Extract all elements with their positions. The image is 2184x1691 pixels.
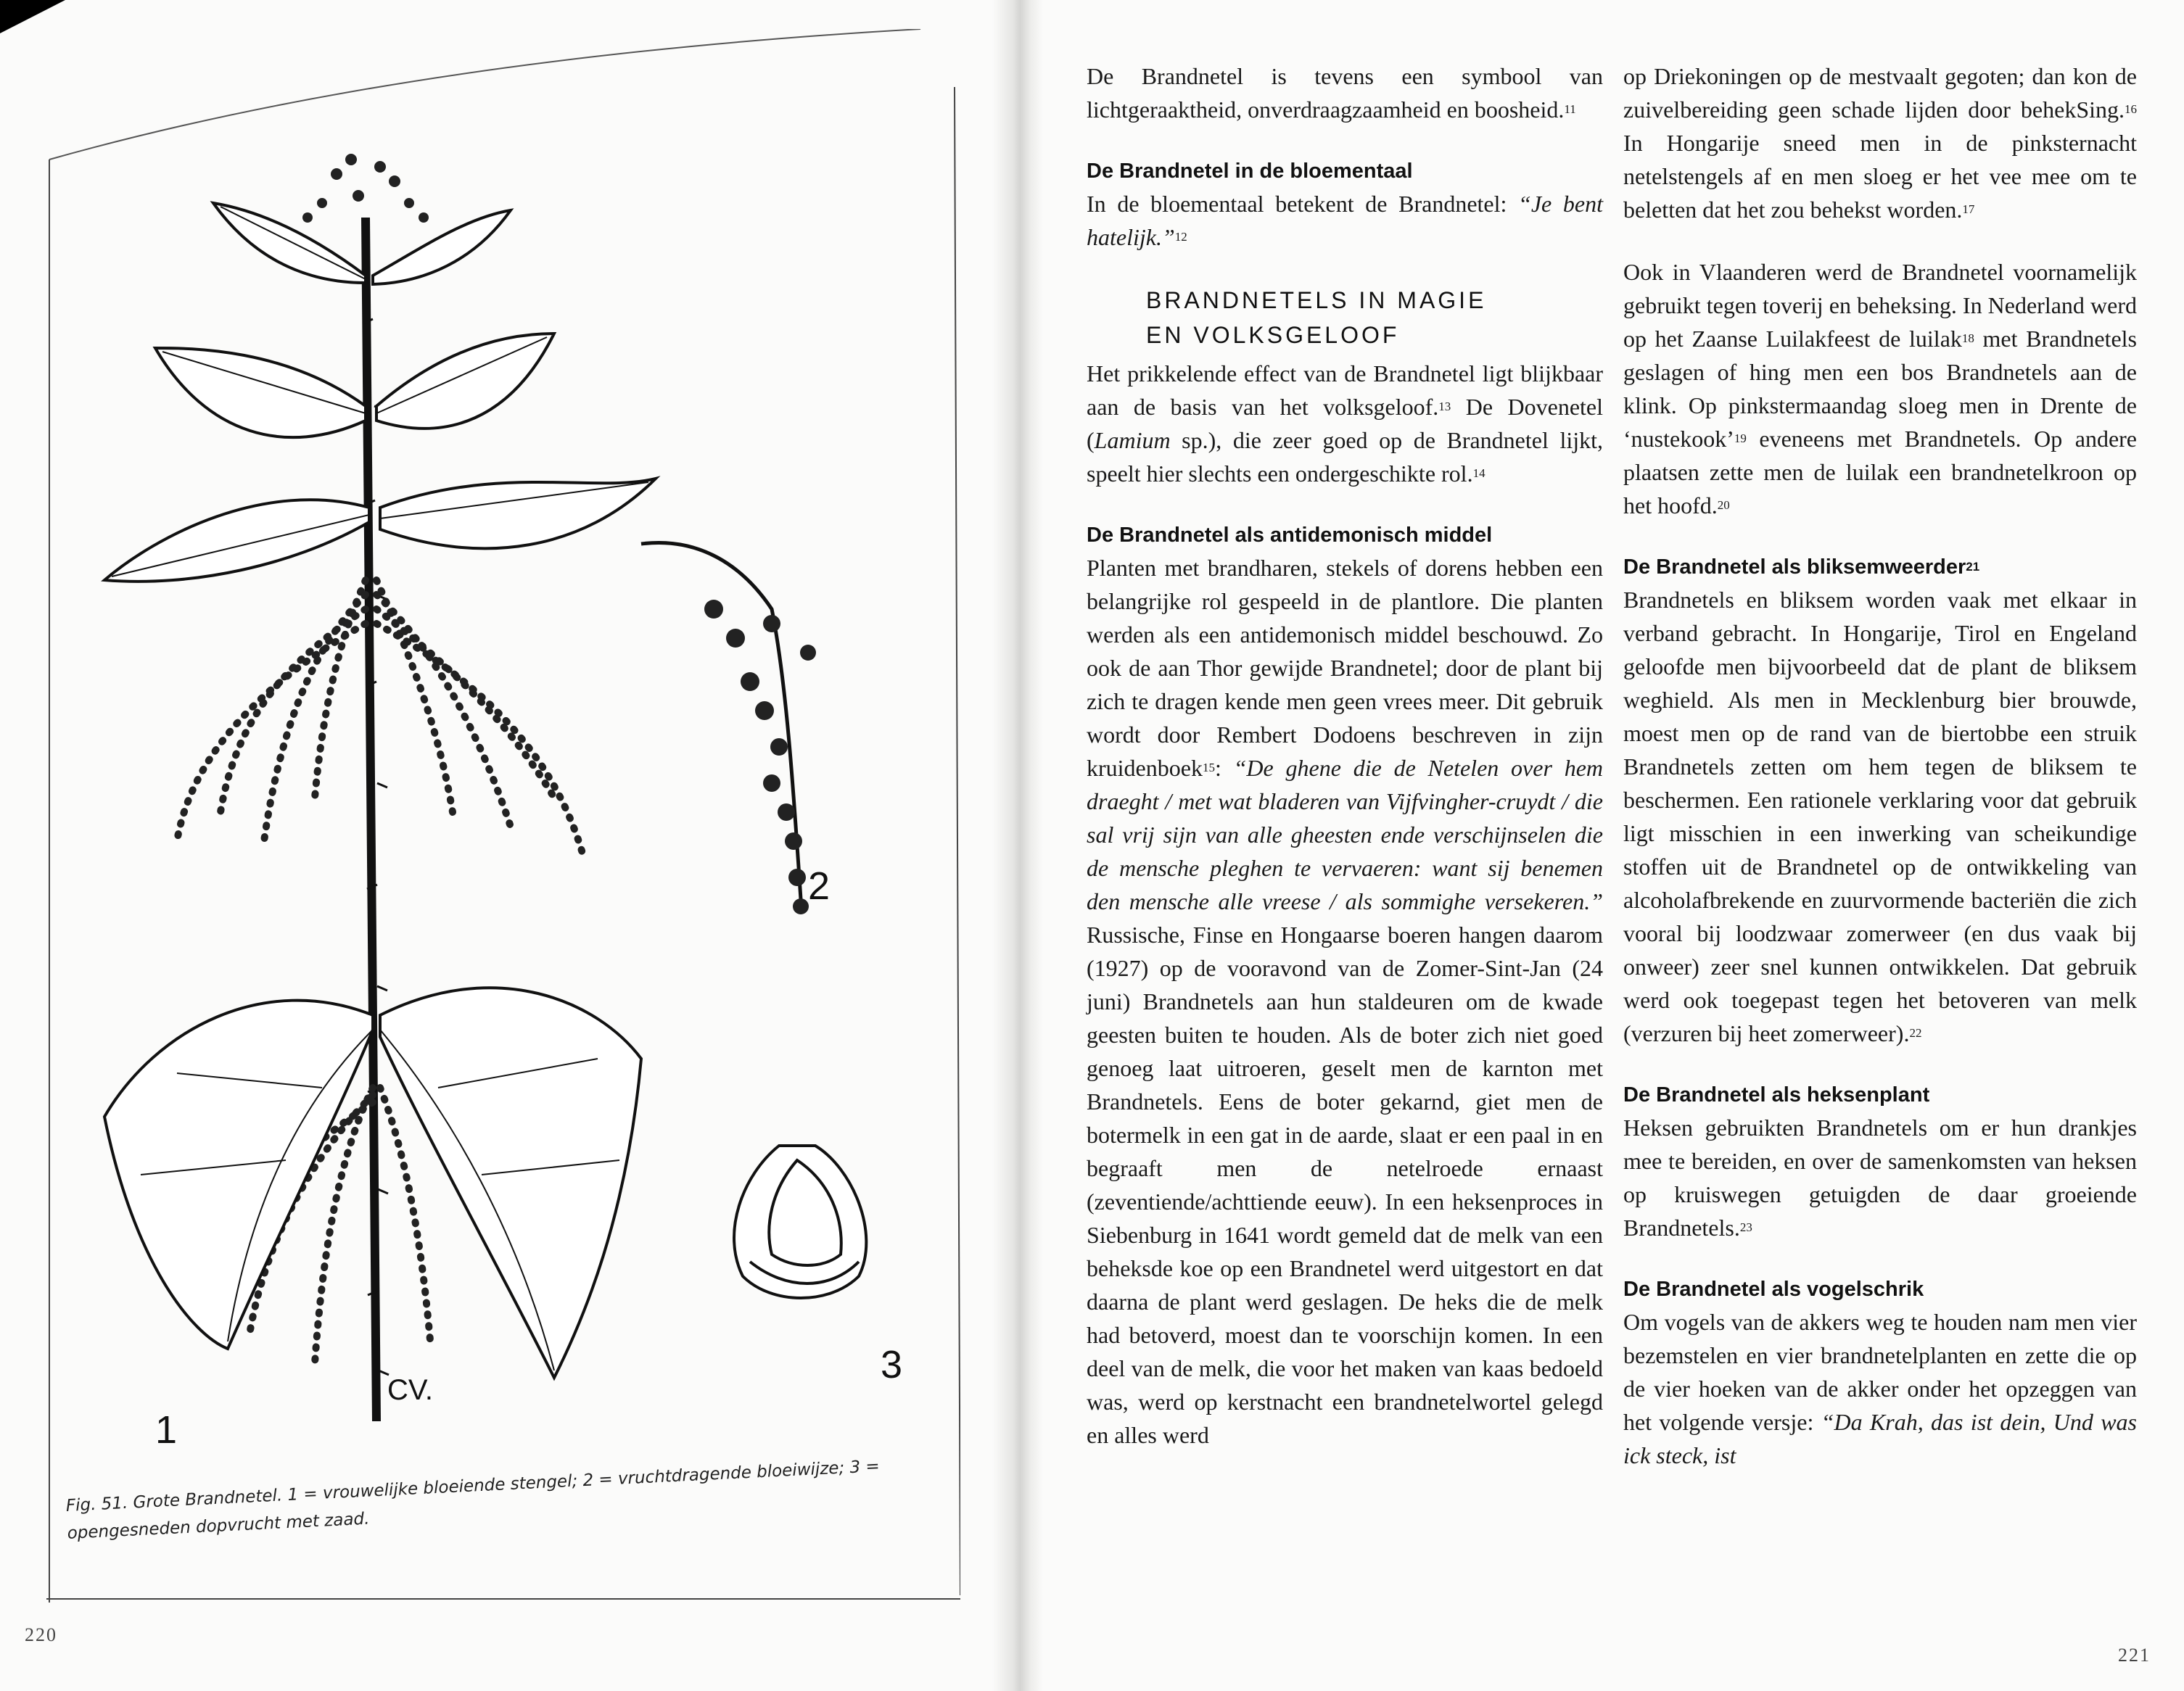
- footnote-ref: 11: [1564, 102, 1576, 116]
- text-run: In Hongarije sneed men in de pinksternacht netelstengels af en men sloeg er het vee mee om te beletten dat het zou behekst worden.: [1623, 130, 2137, 223]
- label-2: 2: [808, 864, 831, 908]
- text-column-right: [1623, 59, 2137, 1472]
- footnote-ref: 19: [1734, 431, 1747, 445]
- frame-top: [49, 29, 920, 160]
- section-heading: De Brandnetel als heksenplant: [1623, 1083, 1930, 1107]
- page-number-left: 220: [25, 1624, 57, 1645]
- text-column-left: [1087, 59, 1603, 1452]
- section-heading: De Brandnetel in de bloementaal: [1087, 160, 1413, 183]
- nettle-drawing-svg: [46, 29, 960, 1603]
- italic-quote: “Je bent hatelijk.”: [1087, 191, 1603, 250]
- text-run: Planten met brandharen, stekels of dorens hebben een belangrijke rol gespeeld in de plantlore. Die planten werden als een antidemonisch middel beschouwd. Zo ook de aan Thor gewijde Brandnetel; door de plant bij zich te dragen kende men geen vrees meer. Dit gebruik wordt door Rembert Dodoens beschreven in zijn kruidenboek: [1087, 555, 1603, 781]
- text-run: De Brandnetel is tevens een symbool van lichtgeraaktheid, onverdraagzaamheid en boosheid.: [1087, 63, 1603, 123]
- text-run: In de bloementaal betekent de Brandnetel:: [1087, 191, 1519, 217]
- footnote-ref: 20: [1717, 498, 1730, 512]
- heading-text: De Brandnetel als bliksemweerder: [1623, 555, 1966, 579]
- footnote-ref: 12: [1174, 230, 1187, 244]
- italic-term: Lamium: [1094, 427, 1171, 453]
- book-gutter: [992, 0, 1043, 1691]
- frame-right: [955, 87, 960, 1595]
- footnote-ref: 22: [1909, 1026, 1922, 1040]
- italic-quote: “De ghene die de Netelen over hem draeght / met wat bladeren van Vijfvingher-cruydt / die sal vrij sijn van alle gheesten ende verschijnselen die de mensche pleghen te vervaeren: want sij benemen den mensche alle vreese / als sommighe versekeren.”: [1087, 755, 1604, 914]
- paragraph: [1087, 59, 1603, 126]
- footnote-ref: 13: [1438, 400, 1451, 413]
- text-run: Ook in Vlaanderen werd de Brandnetel voornamelijk gebruikt tegen toverij en beheksing. In Nederland werd op het Zaanse Luilakfeest de luilak: [1623, 259, 2137, 352]
- text-run: Het prikkelende effect van de Brandnetel ligt blijkbaar aan de basis van het volksgeloof.: [1087, 360, 1603, 420]
- paragraph: [1623, 1305, 2137, 1472]
- italic-quote: “Da Krah, das ist dein, Und was ick steck, ist: [1623, 1409, 2138, 1468]
- catkin-clusters-icon: [302, 154, 429, 223]
- paragraph: [1623, 1111, 2137, 1244]
- chapter-heading-line-1: BRANDNETELS IN MAGIE: [1146, 287, 1487, 313]
- section-heading: De Brandnetel als vogelschrik: [1623, 1278, 1924, 1301]
- text-run: sp.), die zeer goed op de Brandnetel lijkt, speelt hier slechts een ondergeschikte rol.: [1087, 427, 1603, 487]
- text-run: De Dovenetel (: [1087, 394, 1604, 453]
- label-cv: CV.: [387, 1374, 434, 1406]
- paragraph: [1087, 357, 1603, 490]
- text-run: met Brandnetels geslagen of hing men een bos Brandnetels aan de klink. Op pinkstermaandag sloeg men in Drente de ‘nustekook’: [1623, 326, 2138, 452]
- footnote-ref: 15: [1202, 761, 1215, 774]
- paragraph: [1623, 583, 2137, 1050]
- paragraph: [1623, 255, 2137, 522]
- footnote-ref: 16: [2125, 102, 2137, 116]
- text-run: Brandnetels en bliksem worden vaak met elkaar in verband gebracht. In Hongarije, Tirol en Engeland geloofde men bijvoorbeeld dat de plant de bliksem weghield. Als men in Mecklenburg bier brouwde, moest men op de rand van de biertobbe een struik Brandnetels zetten om hem tegen de bliksem te beschermen. Een rationele verklaring voor dat gebruik ligt misschien in een inwerking van scheikundige stoffen uit de Brandnetel op de ontwikkeling van alcoholafbrekende en zuurvormende bacteriën die zich vooral bij loodzwaar zomerweer (en dus vaak bij onweer) zeer snel kunnen ontwikkelen. Dat gebruik werd ook toegepast tegen het betoveren van melk (verzuren bij heet zomerweer).: [1623, 587, 2137, 1046]
- footnote-ref: 23: [1739, 1220, 1752, 1234]
- paragraph: [1623, 59, 2137, 226]
- text-run: Heksen gebruikten Brandnetels om er hun drankjes mee te bereiden, en over de samenkomsten van heksen op kruiswegen getuigden de daar groeiende Brandnetels.: [1623, 1115, 2137, 1241]
- fruiting-inflorescence-icon: [641, 542, 816, 914]
- text-run: :: [1214, 755, 1234, 781]
- label-1: 1: [155, 1408, 178, 1452]
- chapter-heading-line-2: EN VOLKSGELOOF: [1146, 322, 1400, 348]
- label-3: 3: [881, 1343, 903, 1386]
- footnote-ref: 17: [1962, 202, 1975, 216]
- section-heading: [1623, 551, 2137, 583]
- opened-fruit-icon: [734, 1146, 866, 1298]
- page-number-right: 221: [2118, 1645, 2151, 1666]
- footnote-ref: 18: [1961, 331, 1974, 345]
- section-heading: De Brandnetel als antidemonisch middel: [1087, 524, 1493, 547]
- footnote-ref: 14: [1472, 466, 1485, 480]
- leaf-icon-top: [104, 203, 656, 582]
- text-run: op Driekoningen op de mestvaalt gegoten; dan kon de zuivelbereiding geen schade lijden door behekSing.: [1623, 63, 2137, 123]
- figure-nettle-illustration: [46, 29, 960, 1603]
- paragraph: [1087, 551, 1603, 1452]
- text-run: Russische, Finse en Hongaarse boeren hangen daarom (1927) op de vooravond van de Zomer-Sint-Jan (24 juni) Brandnetels aan hun staldeuren om de kwade geesten buiten te houden. Als de boter zich niet goed genoeg laat uitroeren, geselt men de karnton met Brandnetels. Eens de boter gekarnd, giet men de botermelk in een gat in de aarde, slaat er een paal in en begraaft men de netelroede ernaast (zeventiende/achttiende eeuw). In een heksenproces in Siebenburg in 1641 wordt gemeld dat de melk van een beheksde koe op een Brandnetel werd uitgestort en dat daarna de plant werd geslagen. De heks die de melk had betoverd, moest dan te voorschijn komen. In een deel van de melk, die voor het maken van kaas bedoeld was, werd op kerstnacht een brandnetelwortel gelegd en alles werd: [1087, 922, 1603, 1448]
- figure-caption: Fig. 51. Grote Brandnetel. 1 = vrouwelijke bloeiende stengel; 2 = vruchtdragende bloeiwijze; 3 = opengesneden dopvrucht met zaad.: [65, 1457, 881, 1543]
- text-run: Om vogels van de akkers weg te houden nam men vier bezemstelen en vier brandnetelplanten en zette die op de vier hoeken van de akker onder het opzeggen van het volgende versje:: [1623, 1309, 2137, 1435]
- paragraph: [1087, 187, 1603, 254]
- text-run: eveneens met Brandnetels. Op andere plaatsen zette men de luilak een brandnetelkroon op het hoofd.: [1623, 426, 2137, 518]
- footnote-ref: 21: [1966, 560, 1980, 574]
